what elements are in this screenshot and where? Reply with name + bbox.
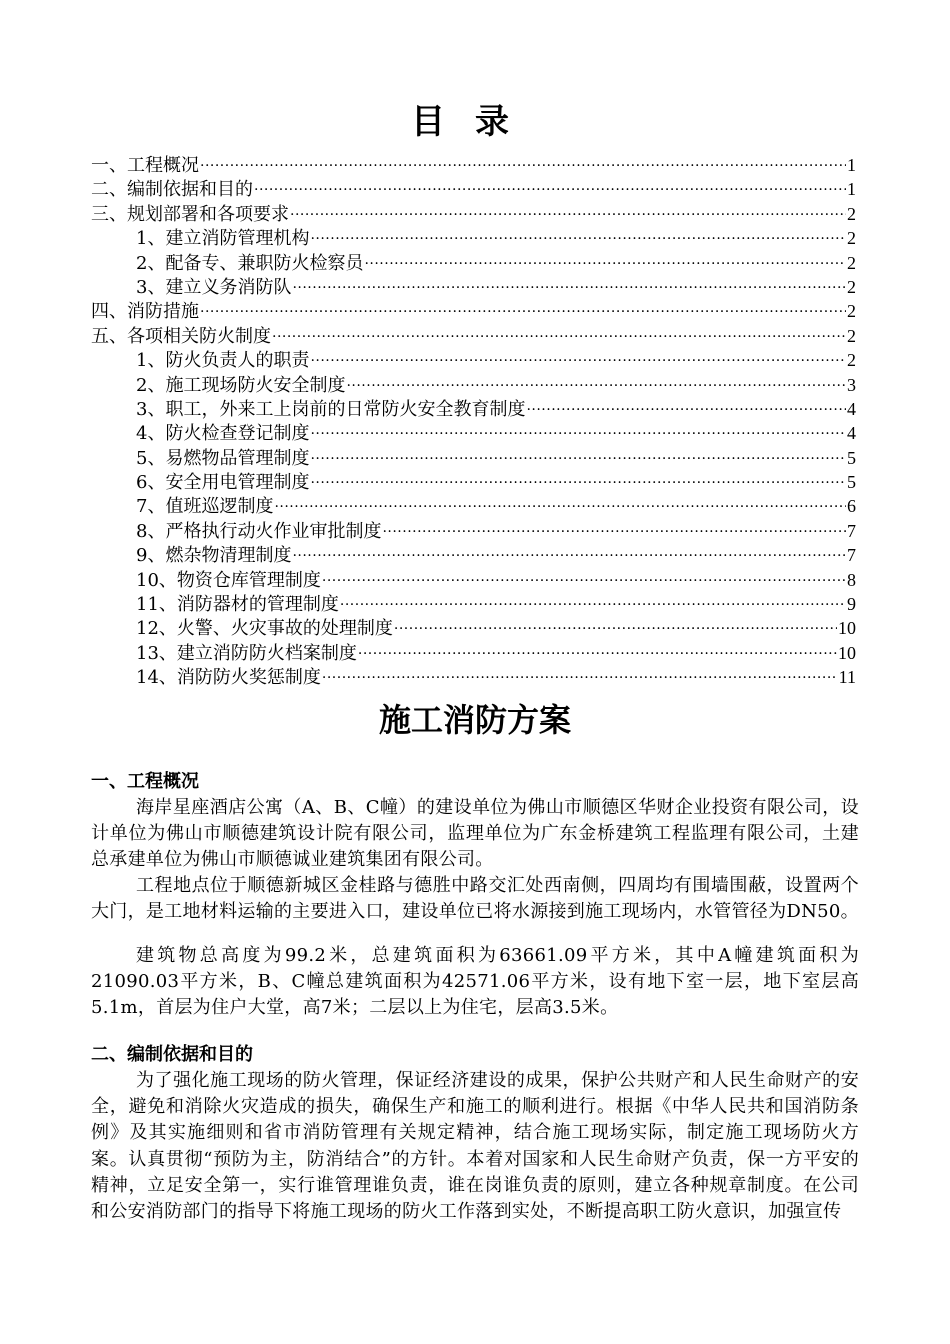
toc-dot-leader: [322, 659, 838, 683]
toc-entry-page: 4: [847, 398, 856, 419]
toc-entry-label: 1、防火负责人的职责: [136, 350, 310, 372]
toc-entry-label: 三、规划部署和各项要求: [91, 203, 289, 225]
toc-entry-page: 7: [847, 545, 856, 566]
toc-entry-label: 四、消防措施: [91, 301, 199, 323]
toc-entry-label: 13、建立消防防火档案制度: [136, 642, 357, 664]
toc-entry-label: 5、易燃物品管理制度: [136, 447, 310, 469]
toc-entry-label: 6、安全用电管理制度: [136, 472, 310, 494]
toc-entry-label: 10、物资仓库管理制度: [136, 569, 321, 591]
toc-entry-label: 9、燃杂物清理制度: [136, 545, 292, 567]
toc-entry-page: 2: [847, 276, 856, 297]
toc-dot-leader: [364, 245, 846, 269]
toc-entry-page: 3: [847, 374, 856, 395]
toc-entry-page: 6: [847, 496, 856, 517]
toc-entry-label: 一、工程概况: [91, 155, 199, 176]
toc-dot-leader: [274, 488, 846, 512]
toc-dot-leader: [200, 293, 846, 317]
toc-dot-leader: [526, 391, 846, 415]
toc-entry-label: 五、各项相关防火制度: [91, 325, 271, 347]
toc-entry-label: 11、消防器材的管理制度: [136, 594, 339, 616]
toc-entry-page: 2: [847, 203, 856, 224]
toc-dot-leader: [394, 610, 837, 634]
toc-dot-leader: [254, 171, 846, 195]
toc-dot-leader: [310, 342, 846, 366]
toc-entry-page: 2: [847, 325, 856, 346]
toc-dot-leader: [346, 367, 846, 391]
document-title: 施工消防方案: [378, 701, 571, 739]
toc-entry-label: 二、编制依据和目的: [91, 179, 253, 201]
toc-dot-leader: [272, 318, 846, 342]
toc-dot-leader: [340, 586, 846, 610]
toc-entry-page: 4: [847, 423, 856, 444]
toc-entry-label: 3、建立义务消防队: [136, 276, 292, 298]
toc-entry-page: 5: [847, 472, 856, 493]
toc-entry-page: 8: [847, 569, 856, 590]
toc-dot-leader: [292, 269, 846, 293]
toc-entry[interactable]: [91, 171, 856, 201]
toc-dot-leader: [310, 464, 846, 488]
toc-dot-leader: [310, 440, 846, 464]
toc-entry[interactable]: [91, 318, 856, 347]
toc-entry-label: 2、配备专、兼职防火检察员: [136, 252, 364, 274]
toc-entry-label: 3、职工，外来工上岗前的日常防火安全教育制度: [136, 398, 526, 420]
toc-entry-page: 7: [847, 520, 856, 541]
toc-entry-label: 2、施工现场防火安全制度: [136, 374, 346, 396]
toc-entry-page: 2: [847, 301, 856, 322]
toc-dot-leader: [322, 562, 846, 586]
toc-entry-page: 5: [847, 447, 856, 468]
toc-dot-leader: [382, 513, 846, 537]
toc-entry-label: 7、值班巡逻制度: [136, 496, 274, 518]
toc-dot-leader: [310, 415, 846, 439]
section-heading-overview: 一、工程概况: [91, 771, 199, 792]
paragraph-overview-1: 海岸星座酒店公寓（A、B、C幢）的建设单位为佛山市顺德区华财企业投资有限公司，设计单位为佛山市顺德建筑设计院有限公司，监理单位为广东金桥建筑工程监理有限公司，土建总承建单位为佛山市顺德诚业建筑集团有限公司。: [91, 797, 859, 871]
toc-dot-leader: [292, 537, 846, 561]
toc-entry-label: 12、火警、火灾事故的处理制度: [136, 618, 393, 640]
paragraph-overview-2: 工程地点位于顺德新城区金桂路与德胜中路交汇处西南侧，四周均有围墙围蔽，设置两个大门，是工地材料运输的主要进入口，建设单位已将水源接到施工现场内，水管管径为DN50。: [91, 875, 859, 923]
toc-entry-page: 2: [847, 228, 856, 249]
toc-entry-page: 1: [847, 155, 856, 175]
toc-entry-label: 4、防火检查登记制度: [136, 423, 310, 445]
toc-entry[interactable]: [91, 147, 856, 176]
toc-entry[interactable]: [91, 293, 856, 323]
toc-entry-label: 14、消防防火奖惩制度: [136, 667, 321, 689]
toc-entry-label: 8、严格执行动火作业审批制度: [136, 520, 382, 542]
toc-entry-label: 1、建立消防管理机构: [136, 228, 310, 250]
table-of-contents: [91, 147, 856, 689]
toc-entry-page: 2: [847, 350, 856, 371]
toc-dot-leader: [290, 196, 846, 220]
toc-entry-page: 9: [847, 594, 856, 615]
toc-dot-leader: [310, 220, 846, 244]
toc-entry-page: 10: [838, 642, 856, 663]
toc-entry-page: 11: [838, 667, 856, 688]
section-heading-basis: 二、编制依据和目的: [91, 1044, 253, 1065]
paragraph-overview-3: 建筑物总高度为99.2米，总建筑面积为63661.09平方米，其中A幢建筑面积为21090.03平方米，B、C幢总建筑面积为42571.06平方米，设有地下室一层，地下室层高5.1m，首层为住户大堂，高7米；二层以上为住宅，层高3.5米。: [91, 945, 859, 1019]
toc-entry-page: 1: [847, 179, 856, 200]
toc-title: 目录: [411, 102, 539, 142]
toc-dot-leader: [358, 635, 837, 659]
toc-entry-page: 2: [847, 252, 856, 273]
toc-entry-page: 10: [838, 618, 856, 639]
toc-dot-leader: [200, 147, 846, 171]
paragraph-basis-1: 为了强化施工现场的防火管理，保证经济建设的成果，保护公共财产和人民生命财产的安全，避免和消除火灾造成的损失，确保生产和施工的顺利进行。根据《中华人民共和国消防条例》及其实施细则和省市消防管理有关规定精神，结合施工现场实际，制定施工现场防火方案。认真贯彻“预防为主，防消结合”的方针。本着对国家和人民生命财产负责，保一方平安的精神，立足安全第一，实行谁管理谁负责，谁在岗谁负责的原则，建立各种规章制度。在公司和公安消防部门的指导下将施工现场的防火工作落到实处，不断提高职工防火意识，加强宣传: [91, 1070, 859, 1223]
